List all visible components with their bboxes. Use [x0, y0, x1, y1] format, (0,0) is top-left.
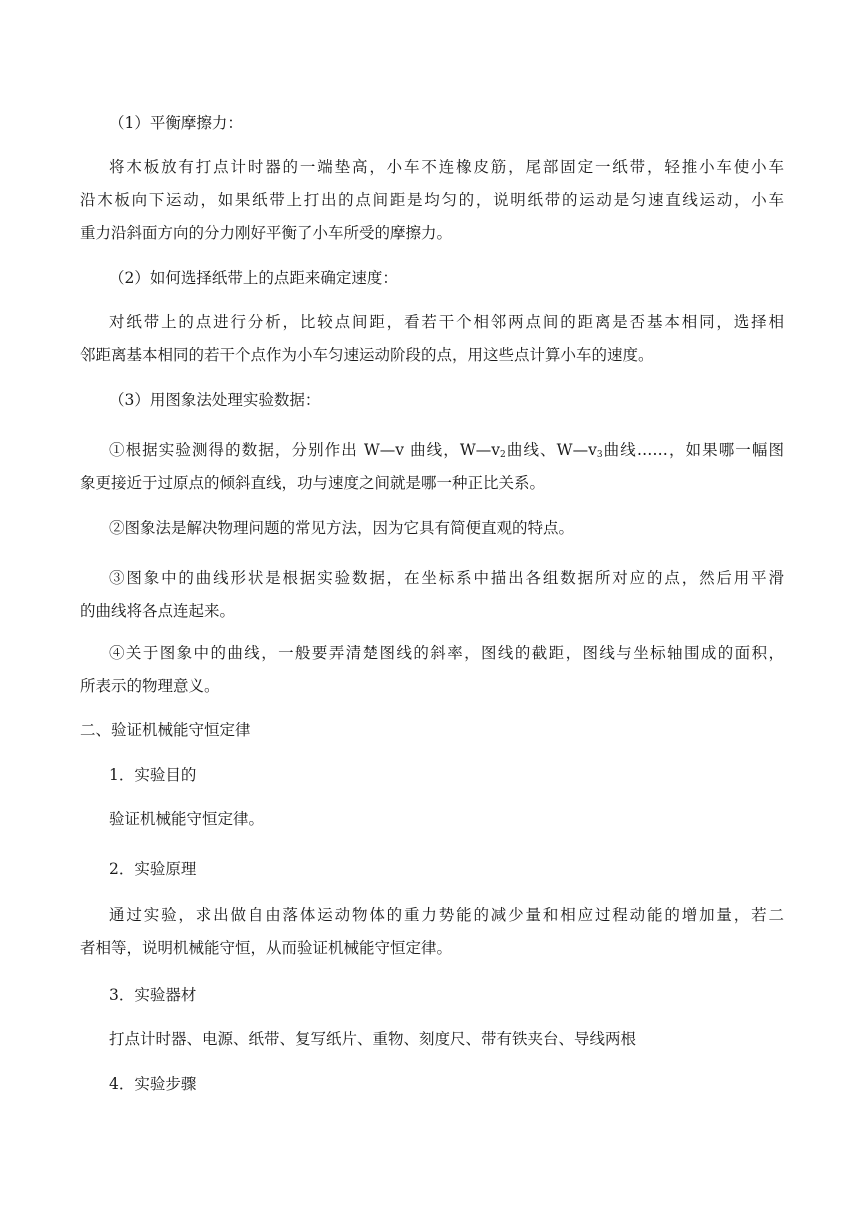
heading-equipment [80, 979, 784, 1012]
heading-text: 1．实验目的 [109, 766, 197, 784]
heading-text: 2．实验原理 [109, 860, 197, 878]
heading-choose-spacing [80, 262, 784, 295]
item1-part-c: 曲线……，如果哪一幅图 [602, 441, 784, 459]
text-line: ②图象法是解决物理问题的常见方法，因为它具有简便直观的特点。 [109, 519, 575, 537]
section-title-text: 二、验证机械能守恒定律 [80, 721, 251, 739]
text-line: 验证机械能守恒定律。 [109, 810, 265, 828]
text-line: 邻距离基本相同的若干个点作为小车匀速运动阶段的点，用这些点计算小车的速度。 [80, 346, 654, 364]
heading-objective [80, 759, 784, 792]
text-line: ③图象中的曲线形状是根据实验数据，在坐标系中描出各组数据所对应的点，然后用平滑 [109, 569, 784, 587]
text-line: 沿木板向下运动，如果纸带上打出的点间距是均匀的，说明纸带的运动是匀速直线运动，小车 [80, 191, 784, 209]
paragraph-equipment [80, 1023, 784, 1056]
text-line: 通过实验，求出做自由落体运动物体的重力势能的减少量和相应过程动能的增加量，若二 [109, 906, 784, 924]
item1-part-a: ①根据实验测得的数据，分别作出 W—v 曲线，W—v [109, 441, 501, 459]
paragraph-principle [80, 899, 784, 965]
text-line: 所表示的物理意义。 [80, 677, 220, 695]
heading-text: （1）平衡摩擦力： [109, 114, 243, 132]
list-item-1 [80, 434, 784, 500]
text-line: 者相等，说明机械能守恒，从而验证机械能守恒定律。 [80, 939, 453, 957]
text-line: 的曲线将各点连起来。 [80, 602, 236, 620]
paragraph-objective [80, 803, 784, 836]
list-item-3 [80, 562, 784, 628]
heading-principle [80, 853, 784, 886]
text-line: ④关于图象中的曲线，一般要弄清楚图线的斜率，图线的截距，图线与坐标轴围成的面积， [109, 644, 784, 662]
heading-text: （2）如何选择纸带上的点距来确定速度： [109, 269, 398, 287]
heading-text: 3．实验器材 [109, 986, 197, 1004]
subscript-3: 3 [596, 450, 603, 460]
text-line: 对纸带上的点进行分析，比较点间距，看若干个相邻两点间的距离是否基本相同，选择相 [109, 313, 784, 331]
text-line: 将木板放有打点计时器的一端垫高，小车不连橡皮筋，尾部固定一纸带，轻推小车使小车 [109, 158, 784, 176]
heading-text: （3）用图象法处理实验数据： [109, 391, 321, 409]
heading-steps [80, 1068, 784, 1101]
text-line: 重力沿斜面方向的分力刚好平衡了小车所受的摩擦力。 [80, 224, 453, 242]
text-line: 象更接近于过原点的倾斜直线，功与速度之间就是哪一种正比关系。 [80, 474, 546, 492]
heading-balance-friction [80, 107, 784, 140]
text-line [80, 434, 784, 467]
paragraph-balance-friction [80, 151, 784, 250]
heading-graph-method [80, 384, 784, 417]
item1-part-b: 曲线、W—v [505, 441, 597, 459]
section-title [80, 714, 784, 747]
heading-text: 4．实验步骤 [109, 1075, 197, 1093]
paragraph-choose-spacing [80, 306, 784, 372]
list-item-4 [80, 637, 784, 703]
text-line: 打点计时器、电源、纸带、复写纸片、重物、刻度尺、带有铁夹台、导线两根 [109, 1030, 637, 1048]
subscript-2: 2 [500, 450, 506, 460]
list-item-2 [80, 512, 784, 545]
